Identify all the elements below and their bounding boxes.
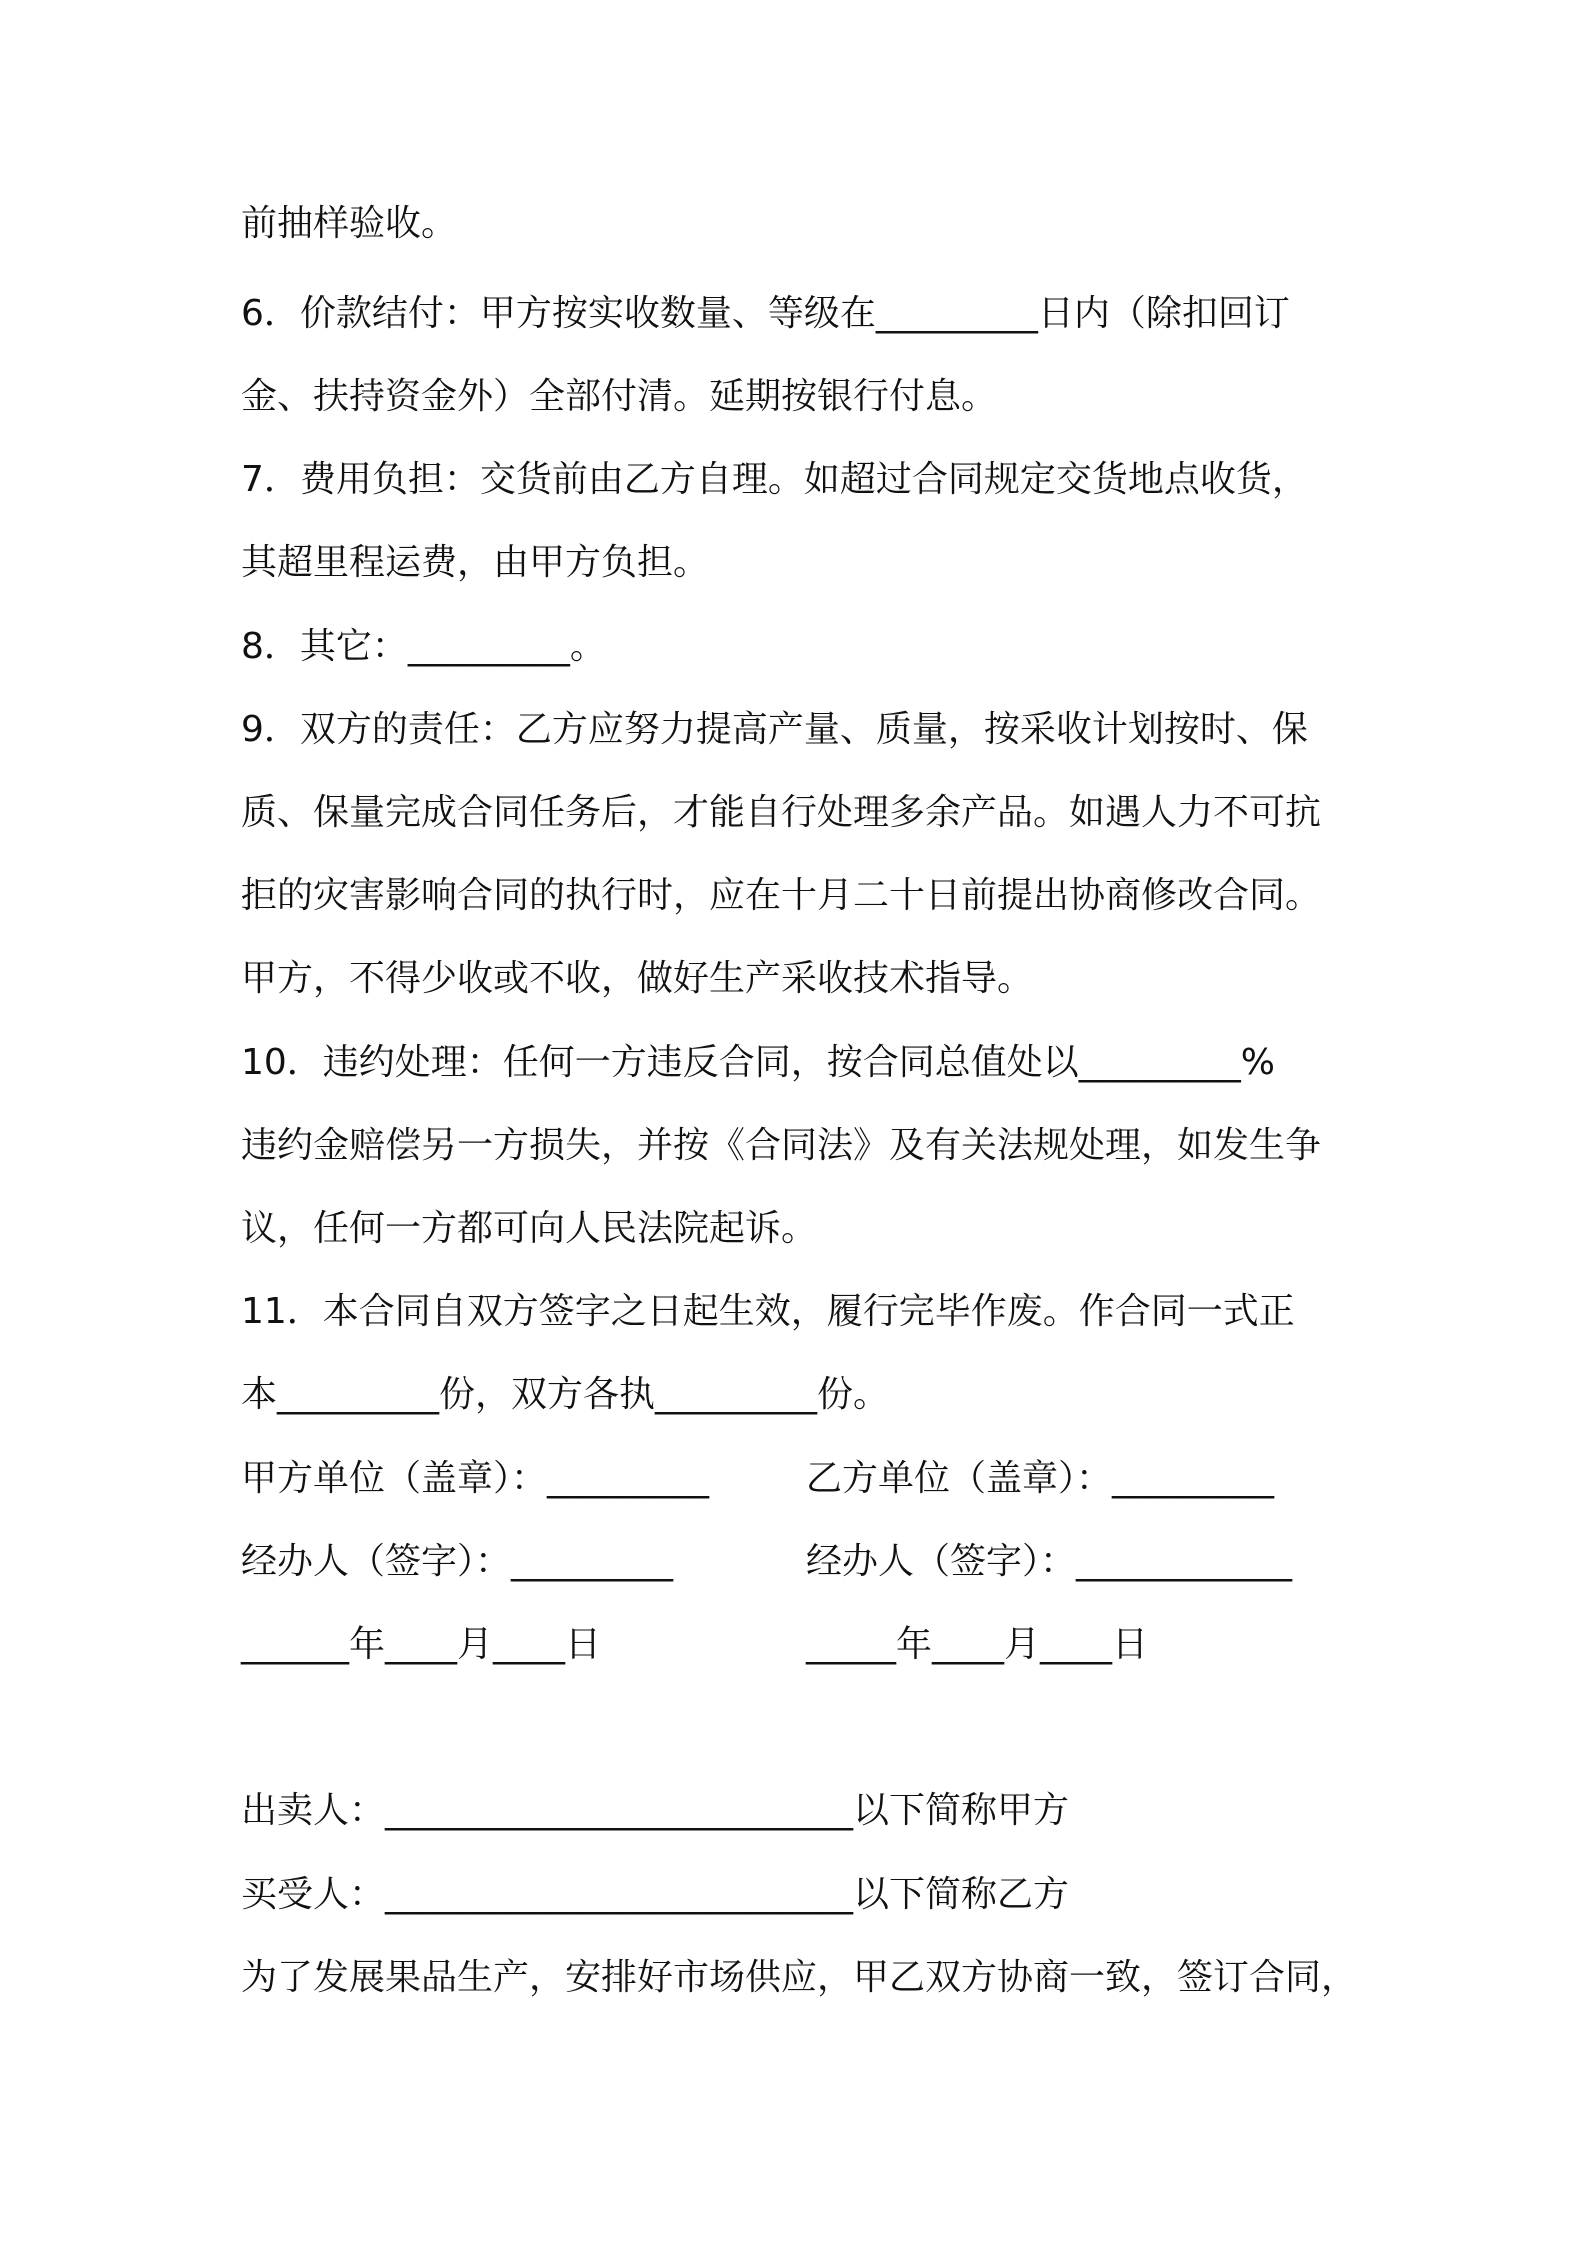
text-line: 其超里程运费，由甲方负担。 [241, 542, 710, 583]
party-a-handler: 经办人（签字）：_________ [241, 1541, 674, 1582]
text-line: 违约金赔偿另一方损失，并按《合同法》及有关法规处理，如发生争 [241, 1125, 1322, 1166]
text-line: 11．本合同自双方签字之日起生效，履行完毕作废。作合同一式正 [241, 1291, 1295, 1332]
text-line: 前抽样验收。 [241, 203, 458, 244]
text-line: 质、保量完成合同任务后，才能自行处理多余产品。如遇人力不可抗 [241, 792, 1322, 833]
text-line: 10．违约处理：任何一方违反合同，按合同总值处以_________% [241, 1042, 1276, 1083]
text-line: 9．双方的责任：乙方应努力提高产量、质量，按采收计划按时、保 [241, 709, 1308, 750]
party-b-date: _____年____月____日 [806, 1624, 1148, 1665]
text-line: 8．其它：_________。 [241, 626, 606, 667]
text-line: 议，任何一方都可向人民法院起诉。 [241, 1208, 818, 1249]
text-line: 6．价款结付：甲方按实收数量、等级在_________日内（除扣回订 [241, 293, 1290, 334]
party-b-unit: 乙方单位（盖章）：_________ [806, 1458, 1275, 1499]
party-a-unit: 甲方单位（盖章）：_________ [241, 1458, 710, 1499]
party-b-handler: 经办人（签字）：____________ [806, 1541, 1293, 1582]
party-a-date: ______年____月____日 [241, 1624, 601, 1665]
buyer-line: 买受人：__________________________以下简称乙方 [241, 1874, 1070, 1915]
text-line: 拒的灾害影响合同的执行时，应在十月二十日前提出协商修改合同。 [241, 875, 1322, 916]
text-line: 甲方，不得少收或不收，做好生产采收技术指导。 [241, 958, 1034, 999]
seller-line: 出卖人：__________________________以下简称甲方 [241, 1790, 1070, 1831]
intro-line: 为了发展果品生产，安排好市场供应，甲乙双方协商一致，签订合同， [241, 1957, 1358, 1998]
text-line: 本_________份，双方各执_________份。 [241, 1374, 890, 1415]
text-line: 7．费用负担：交货前由乙方自理。如超过合同规定交货地点收货， [241, 459, 1308, 500]
text-line: 金、扶持资金外）全部付清。延期按银行付息。 [241, 376, 998, 417]
